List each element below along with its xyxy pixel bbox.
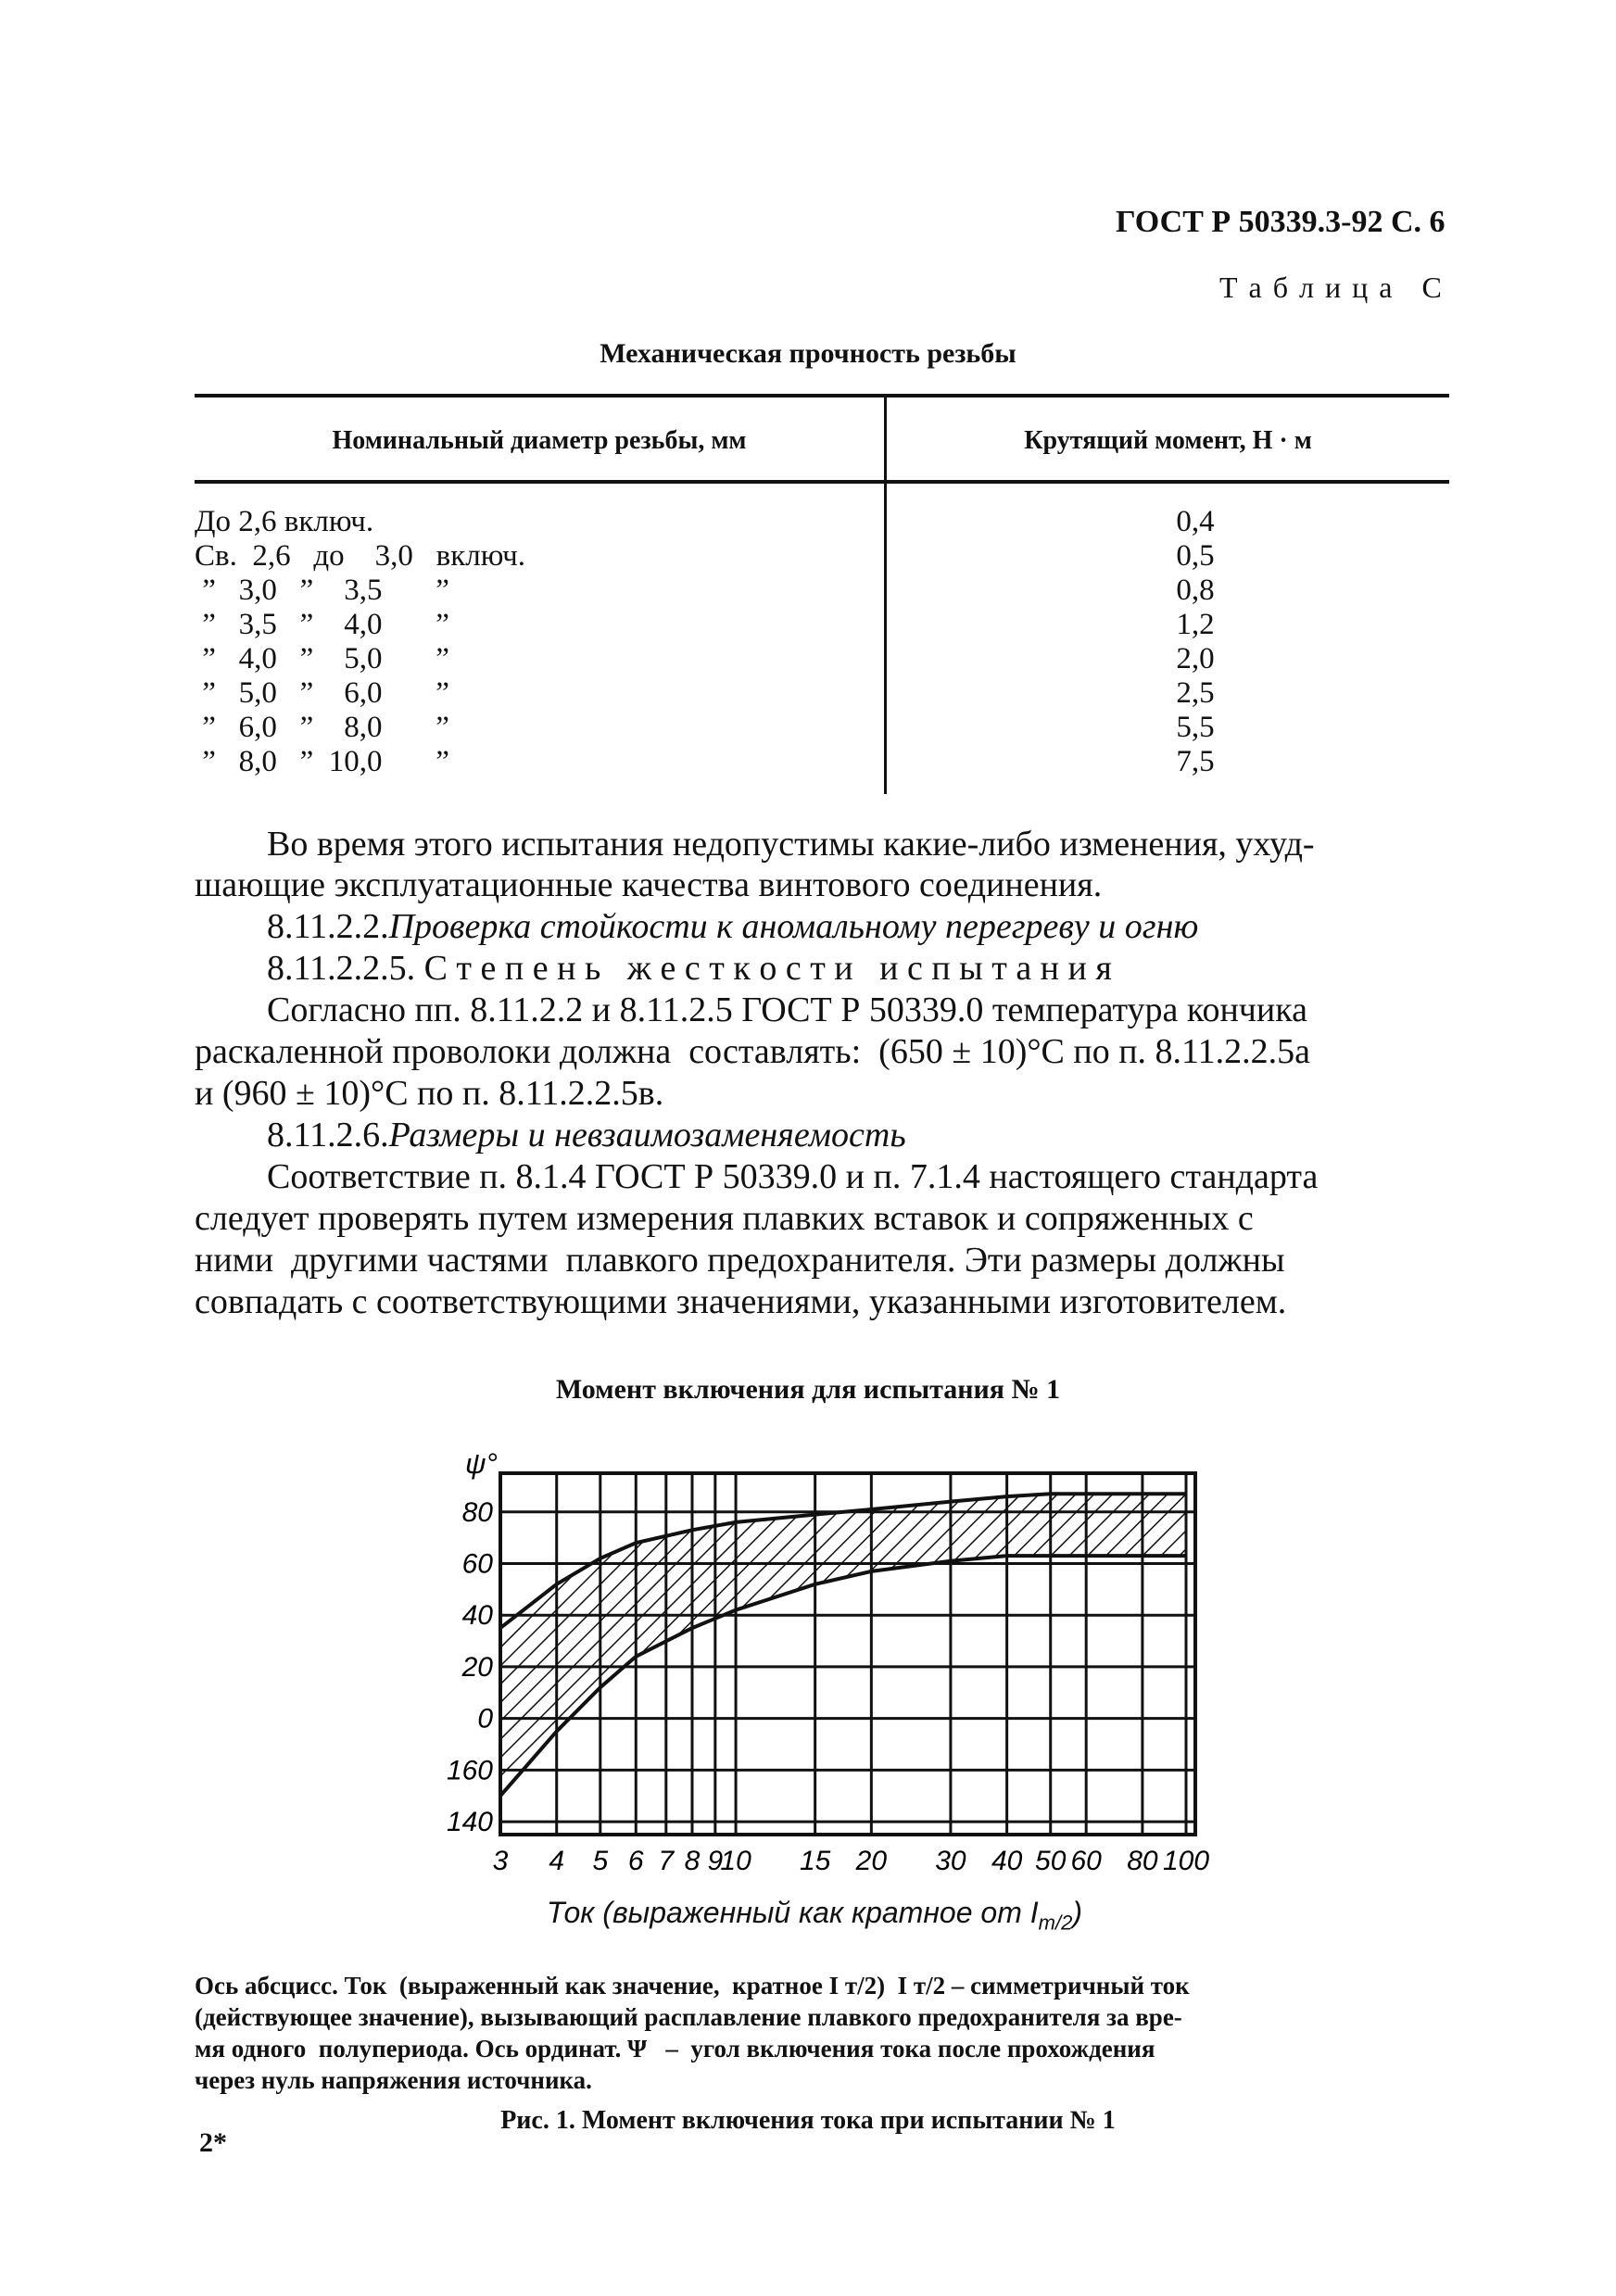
table-row: ” 6,0 ” 8,0 ” — [195, 711, 449, 744]
table-top-rule — [195, 394, 1449, 397]
chart-x-tick-label: 60 — [1070, 1846, 1102, 1876]
table-cell-value: 7,5 — [1176, 745, 1215, 778]
chart-y-tick-label: 40 — [461, 1600, 493, 1632]
table-title: Механическая прочность резьбы — [600, 338, 1016, 369]
paragraph-line: шающие эксплуатационные качества винтового соединения. — [195, 865, 1103, 904]
chart-x-tick-label: 80 — [1127, 1846, 1158, 1876]
table-cell-value: 0,5 — [1176, 539, 1215, 573]
chart-x-tick-label: 7 — [658, 1846, 675, 1876]
table-row: ” 3,0 ” 3,5 ” — [195, 574, 449, 607]
chart-y-label: ψ° — [465, 1447, 498, 1480]
page-mark: 2* — [199, 2127, 227, 2158]
table-header-rule — [195, 480, 1449, 484]
caption-line: (действующее значение), вызывающий расплавление плавкого предохранителя за вре- — [195, 2003, 1182, 2031]
table-cell-value: 5,5 — [1176, 711, 1215, 744]
chart-x-tick-label: 5 — [592, 1846, 609, 1876]
chart-y-tick-label: 0 — [477, 1703, 493, 1735]
table-body-labels — [195, 505, 880, 779]
chart-x-tick-label: 30 — [935, 1846, 966, 1876]
chart-y-ticks — [447, 1497, 493, 1837]
chart — [445, 1445, 1242, 1927]
table-cell-value: 2,5 — [1176, 676, 1215, 710]
col-header-torque: Крутящий момент, Н · м — [1024, 426, 1312, 455]
table-row: ” 5,0 ” 6,0 ” — [195, 676, 449, 710]
chart-x-ticks — [493, 1846, 1210, 1876]
chart-y-tick-label: 160 — [446, 1755, 493, 1786]
caption-line: мя одного полупериода. Ось ординат. Ψ – угол включения тока после прохождения — [195, 2035, 1155, 2063]
chart-x-tick-label: 20 — [855, 1846, 888, 1876]
table-cell-value: 2,0 — [1176, 642, 1215, 675]
table-cell-value: 1,2 — [1176, 608, 1215, 641]
paragraph-line: раскаленной проволоки должна составлять: (650 ± 10)°С по п. 8.11.2.2.5а — [195, 1032, 1311, 1071]
table-label: Т а б л и ц а С — [1219, 271, 1444, 304]
chart-y-tick-label: 80 — [461, 1496, 493, 1528]
table-body-values — [1149, 505, 1242, 779]
caption-line: через нуль напряжения источника. — [195, 2066, 592, 2094]
chart-x-tick-label: 4 — [549, 1846, 565, 1876]
paragraph-line: следует проверять путем измерения плавких вставок и сопряженных с — [195, 1199, 1254, 1238]
x-label-text: Ток (выраженный как кратное от I — [547, 1896, 1039, 1929]
paragraph-line: Соответствие п. 8.1.4 ГОСТ Р 50339.0 и п. 7.1.4 настоящего стандарта — [267, 1157, 1319, 1196]
table-row: До 2,6 включ. — [195, 505, 374, 538]
chart-x-tick-label: 8 — [684, 1846, 701, 1876]
chart-y-tick-label: 20 — [461, 1651, 493, 1683]
figure-title: Момент включения для испытания № 1 — [555, 1374, 1061, 1405]
chart-x-tick-label: 6 — [627, 1846, 644, 1876]
chart-x-tick-label: 50 — [1035, 1846, 1067, 1876]
paragraph-line: ними другими частями плавкого предохранителя. Эти размеры должны — [195, 1241, 1285, 1280]
paragraph-line: совпадать с соответствующими значениями, указанными изготовителем. — [195, 1282, 1287, 1321]
table-cell-value: 0,8 — [1176, 574, 1215, 607]
table-row: ” 8,0 ” 10,0 ” — [195, 745, 449, 778]
chart-band-area — [500, 1494, 1186, 1796]
section-title: Размеры и невзаимозаменяемость — [388, 1116, 906, 1154]
chart-y-tick-label: 140 — [446, 1807, 493, 1838]
chart-y-tick-label: 60 — [461, 1548, 493, 1580]
paragraph-line: и (960 ± 10)°С по п. 8.11.2.2.5в. — [195, 1074, 664, 1113]
table-row: Св. 2,6 до 3,0 включ. — [195, 539, 525, 573]
chart-x-tick-label: 9 — [707, 1846, 724, 1876]
section-title: Проверка стойкости к аномальному перегреву и огню — [388, 907, 1199, 946]
paragraph-line: Согласно пп. 8.11.2.2 и 8.11.2.5 ГОСТ Р 50339.0 температура кончика — [267, 990, 1307, 1029]
col-header-diameter: Номинальный диаметр резьбы, мм — [332, 426, 747, 455]
table-row: ” 3,5 ” 4,0 ” — [195, 608, 449, 641]
section-heading — [267, 1114, 906, 1156]
table-row: ” 4,0 ” 5,0 ” — [195, 642, 449, 675]
section-heading — [267, 905, 1198, 948]
x-label-subscript: т/2 — [1038, 1911, 1073, 1935]
chart-x-tick-label: 40 — [991, 1846, 1023, 1876]
document-id: ГОСТ Р 50339.3-92 С. 6 — [1116, 205, 1446, 239]
chart-x-tick-label: 15 — [799, 1846, 831, 1876]
x-label-close: ) — [1072, 1896, 1082, 1929]
section-number: 8.11.2.6. — [267, 1116, 389, 1154]
chart-x-tick-label: 100 — [1162, 1846, 1210, 1876]
figure-caption: Рис. 1. Момент включения тока при испытании № 1 — [500, 2106, 1116, 2135]
section-number: 8.11.2.2. — [267, 907, 389, 946]
chart-x-tick-label: 3 — [492, 1846, 509, 1876]
table-cell-value: 0,4 — [1176, 505, 1215, 538]
chart-x-label — [547, 1896, 1082, 1935]
chart-x-tick-label: 10 — [720, 1846, 751, 1876]
paragraph-line: Во время этого испытания недопустимы какие-либо изменения, ухуд- — [267, 825, 1315, 864]
section-heading: 8.11.2.2.5. С т е п е н ь ж е с т к о с т и и с п ы т а н и я — [267, 949, 1112, 988]
caption-line: Ось абсцисс. Ток (выраженный как значение, кратное I т/2) I т/2 – симметричный ток — [195, 1972, 1190, 2000]
